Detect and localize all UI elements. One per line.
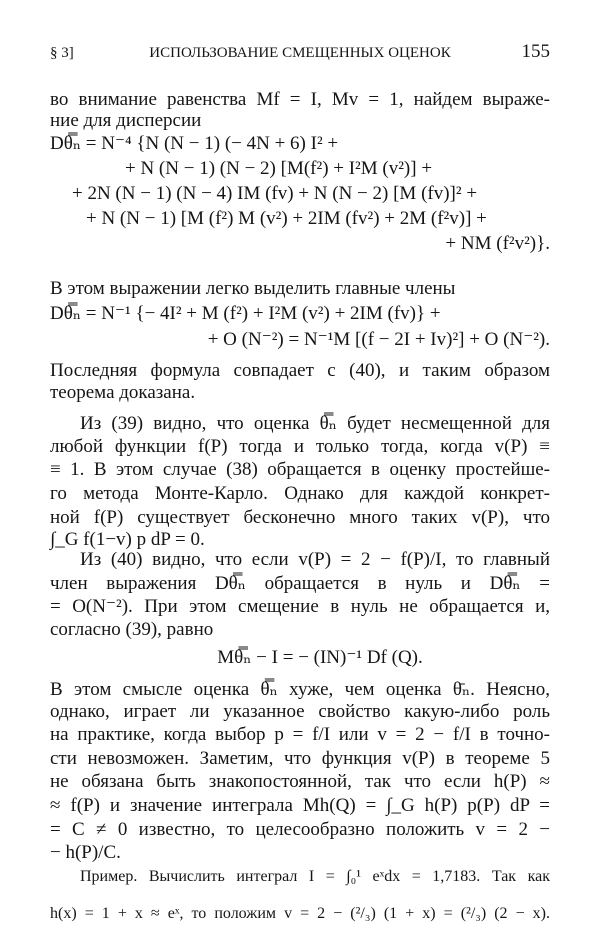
example-line: h(x) = 1 + x ≈ eˣ, то положим v = 2 − (²/₃) (1 + x) = (²/₃) (2 − x). [50,905,550,922]
text-line: го метода Монте-Карло. Однако для каждой конкрет- [50,483,550,504]
text-line: теорема доказана. [50,382,196,403]
page-number: 155 [521,41,550,62]
text-line: ≡ 1. В этом случае (38) обращается в оценку простейше- [50,459,550,480]
text-line: во внимание равенства Mf = I, Mv = 1, найдем выраже- [50,89,550,110]
text-line: сти невозможен. Заметим, что функция v(P) в теореме 5 [50,748,550,769]
equation-line: + NM (f²v²)}. [445,233,550,254]
text-line: − h(P)/C. [50,842,121,863]
equation-line: + N (N − 1) [M (f²) M (v²) + 2IM (fv²) + 2M (f²v)] + [86,208,487,229]
text-line: Последняя формула совпадает с (40), и таким образом [50,360,550,381]
text-line: ние для дисперсии [50,110,202,131]
text-line: В этом выражении легко выделить главные члены [50,278,456,299]
text-line: ной f(P) существует бесконечно много таких v(P), что [50,507,550,528]
text-line: = O(N⁻²). При этом смещение в нуль не обращается и, [50,596,550,617]
running-title: ИСПОЛЬЗОВАНИЕ СМЕЩЕННЫХ ОЦЕНОК [149,45,451,61]
equation-line: + O (N⁻²) = N⁻¹M [(f − 2I + Iv)²] + O (N⁻²). [207,329,550,350]
text-line: любой функции f(P) тогда и только тогда, когда v(P) ≡ [50,436,550,457]
text-line: Из (40) видно, что если v(P) = 2 − f(P)/I, то главный [80,549,550,570]
text-line: не обязана быть знакопостоянной, так что если h(P) ≈ [50,771,550,792]
equation-line: + 2N (N − 1) (N − 4) IM (fv) + N (N − 2) [M (fv)]² + [72,183,478,204]
equation-line: Mθ̿ₙ − I = − (IN)⁻¹ Df (Q). [217,647,423,668]
text-line: член выражения Dθ̿ₙ обращается в нуль и Dθ̿ₙ = [50,573,550,594]
text-line: однако, играет ли указанное свойство какую-либо роль [50,701,550,722]
text-line: на практике, когда выбор p = f/I или v = 2 − f/I в точно- [50,724,550,745]
equation-line: Dθ̿ₙ = N⁻¹ {− 4I² + M (f²) + I²M (v²) + 2IM (fv)} + [50,303,441,324]
example-line: Пример. Вычислить интеграл I = ∫₀¹ eˣdx = 1,7183. Так как [80,868,550,885]
text-line: ≈ f(P) и значение интеграла Mh(Q) = ∫_G h(P) p(P) dP = [50,795,550,816]
text-line: В этом смысле оценка θ̿ₙ хуже, чем оценка θ̄ₙ. Неясно, [50,679,550,700]
text-line: согласно (39), равно [50,619,214,640]
text-line: = C ≠ 0 известно, то целесообразно положить v = 2 − [50,819,550,840]
header-section: § 3] [50,45,74,61]
text-line: Из (39) видно, что оценка θ̿ₙ будет несмещенной для [80,413,550,434]
equation-line: + N (N − 1) (N − 2) [M(f²) + I²M (v²)] + [125,158,433,179]
equation-line: ∫_G f(1−v) p dP = 0. [50,529,205,550]
equation-line: Dθ̿ₙ = N⁻⁴ {N (N − 1) (− 4N + 6) I² + [50,133,339,154]
